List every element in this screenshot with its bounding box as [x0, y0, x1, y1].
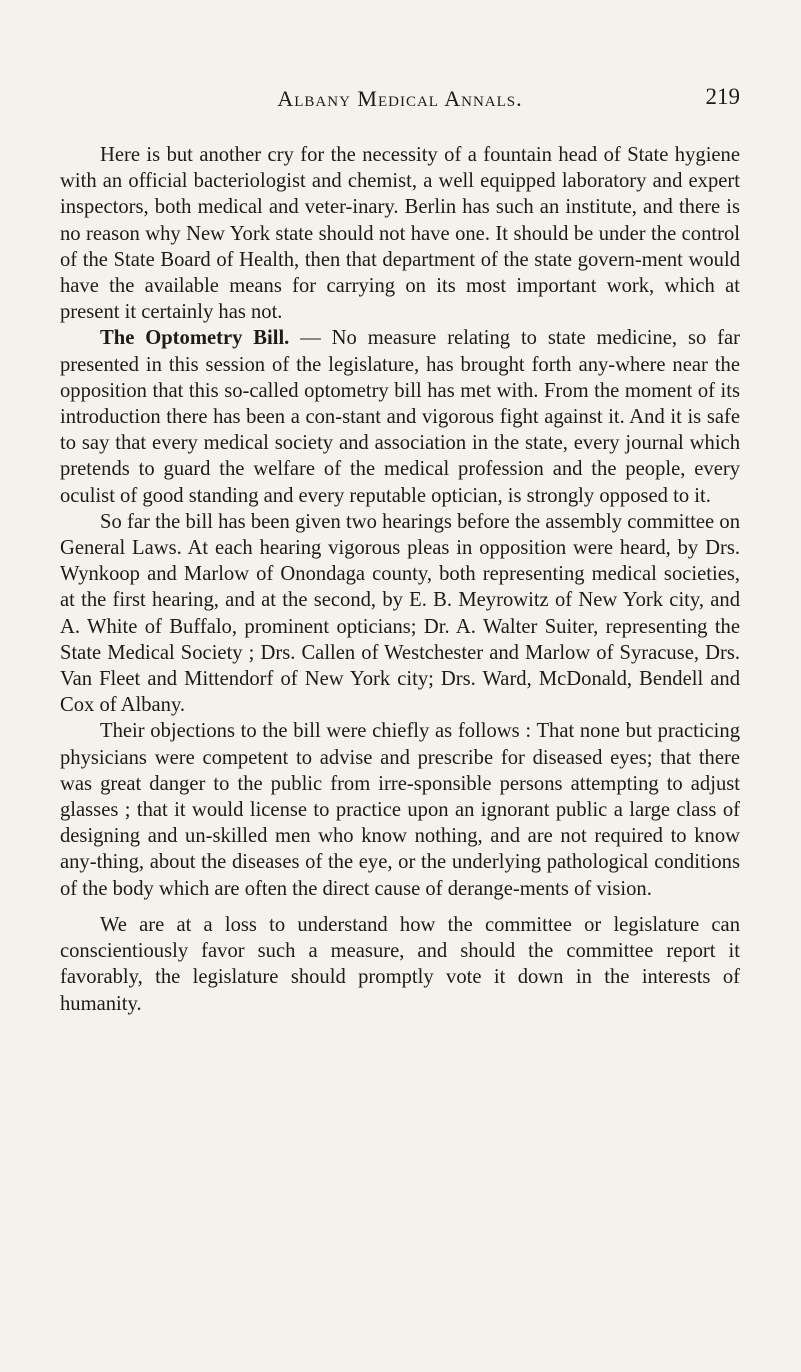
paragraph-conclusion: We are at a loss to understand how the committee or legislature can conscientiously favor such a measure, and should the committee report it favorably, the legislature should promptly vote it down in the interests of humanity.	[60, 913, 740, 1015]
body-text	[60, 142, 740, 1017]
running-head	[60, 82, 740, 116]
running-title: Albany Medical Annals.	[277, 86, 523, 111]
paragraph-state-hygiene: Here is but another cry for the necessity of a fountain head of State hygiene with an official bacteriologist and chemist, a well equipped laboratory and expert inspectors, both medical and veter-inary. Berlin has such an institute, and there is no reason why New York state should not have one. It should be under the control of the State Board of Health, then that department of the state govern-ment would have the available means for carrying on its most important work, which at present it certainly has not.	[60, 144, 740, 324]
paragraph-hearings: So far the bill has been given two hearings before the assembly committee on General Laws. At each hearing vigorous pleas in opposition were heard, by Drs. Wynkoop and Marlow of Onondaga county, both representing medical societies, at the first hearing, and at the second, by E. B. Meyrowitz of New York city, and A. White of Buffalo, prominent opticians; Dr. A. Walter Suiter, representing the State Medical Society ; Drs. Callen of Westchester and Marlow of Syracuse, Drs. Van Fleet and Mittendorf of New York city; Drs. Ward, McDonald, Bendell and Cox of Albany.	[60, 510, 740, 717]
paragraph-objections: Their objections to the bill were chiefly as follows : That none but practicing physicians were competent to advise and prescribe for diseased eyes; that there was great danger to the public from irre-sponsible persons attempting to adjust glasses ; that it would license to practice upon an ignorant public a large class of designing and un-skilled men who know nothing, and are not required to know any-thing, about the diseases of the eye, or the underlying pathological conditions of the body which are often the direct cause of derange-ments of vision.	[60, 720, 740, 900]
paragraph-text: — No measure relating to state medicine, so far presented in this session of the legislature, has brought forth any-where near the opposition that this so-called optometry bill has met with. From the moment of its introduction there has been a con-stant and vigorous fight against it. And it is safe to say that every medical society and association in the state, every journal which pretends to guard the welfare of the medical profession and the people, every oculist of good standing and every reputable optician, is strongly opposed to it.	[60, 327, 740, 507]
section-heading: The Optometry Bill.	[100, 327, 290, 350]
page-number: 219	[705, 84, 740, 109]
paragraph-optometry-bill	[60, 325, 740, 508]
